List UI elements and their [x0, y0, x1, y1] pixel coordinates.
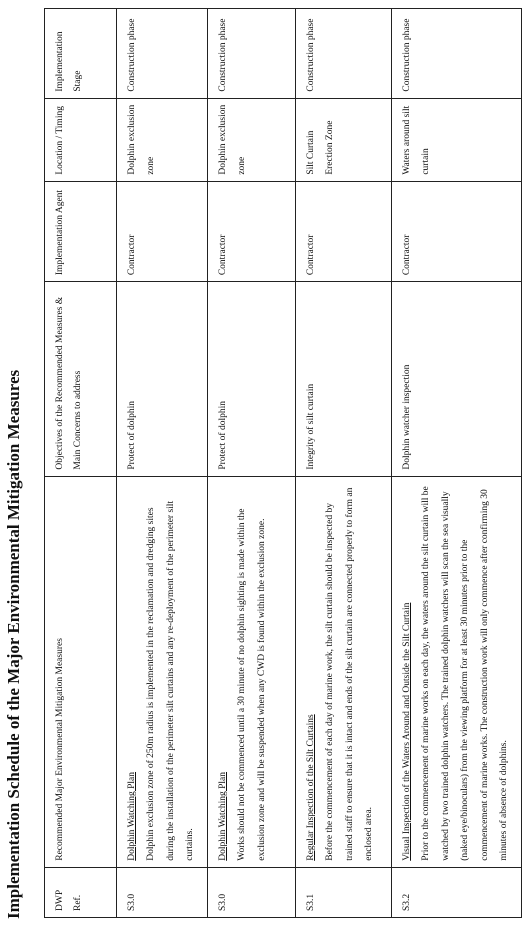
- cell-stage: Construction phase: [295, 9, 391, 99]
- measure-text: Prior to the commencement of marine works on each day, the waters around the silt curtain will be watched by two trained dolphin watchers. The trained dolphin watchers will scan the sea visually (naked eye/binoculars) from the viewing platform for at least 30 minutes prior to the commencement of marine works. The construction work will only commence after confirming 30 minutes of absence of dolphins.: [421, 486, 510, 861]
- cell-measure: [391, 476, 521, 867]
- measure-heading: Visual Inspection of the Waters Around and Outside the Silt Curtain: [401, 602, 412, 861]
- header-row: [45, 9, 117, 918]
- cell-ref: S3.0: [117, 867, 208, 917]
- cell-measure: [207, 476, 295, 867]
- cell-location: Dolphin exclusion zone: [117, 98, 208, 181]
- measure-text: Before the commencement of each day of marine work, the silt curtain should be inspected by trained staff to ensure that it is intact and ends of the silt curtain are connected properly to form an enclosed area.: [325, 487, 375, 861]
- cell-stage: Construction phase: [207, 9, 295, 99]
- cell-stage: Construction phase: [391, 9, 521, 99]
- cell-objective: Protect of dolphin: [117, 282, 208, 476]
- cell-measure: [117, 476, 208, 867]
- header-stage: Implementation Stage: [45, 9, 117, 99]
- cell-agent: Contractor: [295, 181, 391, 282]
- table-row: [391, 9, 521, 918]
- cell-ref: S3.2: [391, 867, 521, 917]
- cell-location: Dolphin exclusion zone: [207, 98, 295, 181]
- cell-agent: Contractor: [391, 181, 521, 282]
- header-agent: Implementation Agent: [45, 181, 117, 282]
- table-row: [207, 9, 295, 918]
- header-ref: DWP Ref.: [45, 867, 117, 917]
- measure-heading: Regular Inspection of the Silt Curtains: [305, 714, 316, 861]
- cell-stage: Construction phase: [117, 9, 208, 99]
- measure-text: Works should not be commenced until a 30 minute of no dolphin sighting is made within the exclusion zone and will be suspended when any CWD is found within the exclusion zone.: [237, 508, 267, 861]
- measure-text: Dolphin exclusion zone of 250m radius is implemented in the reclamation and dredging sites during the installation of the perimeter silt curtains and any re-deployment of the perimeter silt curtains.: [146, 500, 196, 861]
- cell-location: Silt Curtain Erection Zone: [295, 98, 391, 181]
- cell-agent: Contractor: [207, 181, 295, 282]
- cell-agent: Contractor: [117, 181, 208, 282]
- cell-objective: Protect of dolphin: [207, 282, 295, 476]
- header-objectives: Objectives of the Recommended Measures & Main Concerns to address: [45, 282, 117, 476]
- cell-ref: S3.0: [207, 867, 295, 917]
- cell-measure: [295, 476, 391, 867]
- cell-objective: Integrity of silt curtain: [295, 282, 391, 476]
- header-location: Location / Timing: [45, 98, 117, 181]
- table-row: [295, 9, 391, 918]
- page-title: Implementation Schedule of the Major Environmental Mitigation Measures: [4, 369, 23, 919]
- measure-heading: Dolphin Watching Plan: [217, 771, 228, 861]
- cell-ref: S3.1: [295, 867, 391, 917]
- schedule-table: [44, 8, 522, 918]
- header-measures: Recommended Major Environmental Mitigation Measures: [45, 476, 117, 867]
- table-row: [117, 9, 208, 918]
- cell-objective: Dolphin watcher inspection: [391, 282, 521, 476]
- measure-heading: Dolphin Watching Plan: [127, 771, 137, 861]
- cell-location: Waters around silt curtain: [391, 98, 521, 181]
